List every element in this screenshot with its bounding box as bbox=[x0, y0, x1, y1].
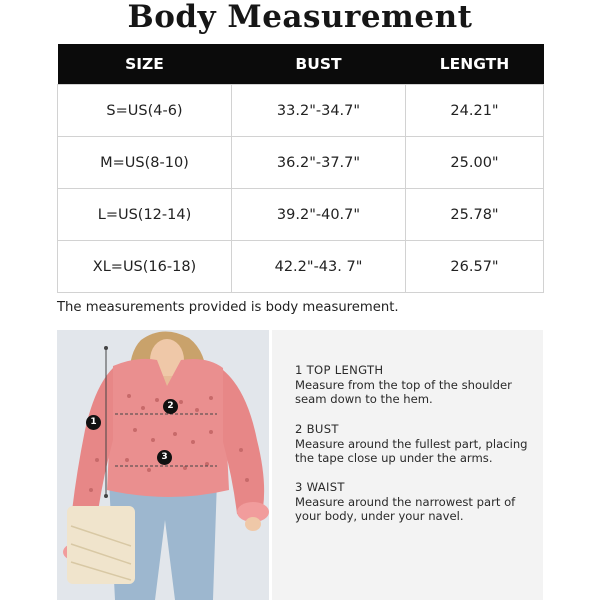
model-illustration bbox=[57, 330, 269, 600]
guide-description: Measure around the narrowest part of your body, under your navel. bbox=[295, 494, 516, 523]
header-bust: BUST bbox=[232, 44, 406, 85]
cell-size: S=US(4-6) bbox=[58, 85, 232, 137]
guide-description: Measure from the top of the shoulder seam down to the hem. bbox=[295, 377, 512, 406]
table-row bbox=[58, 241, 544, 293]
guide-heading: 3 WAIST bbox=[295, 480, 345, 494]
cell-length: 25.00" bbox=[406, 137, 544, 189]
cell-length: 26.57" bbox=[406, 241, 544, 293]
page-title: Body Measurement bbox=[127, 0, 473, 35]
table-row bbox=[58, 189, 544, 241]
model-photo bbox=[57, 330, 269, 600]
measurement-note: The measurements provided is body measurement. bbox=[57, 300, 399, 315]
cell-length: 25.78" bbox=[406, 189, 544, 241]
guide-heading: 2 BUST bbox=[295, 422, 339, 436]
guide-description: Measure around the fullest part, placing the tape close up under the arms. bbox=[295, 436, 528, 465]
cell-bust: 36.2"-37.7" bbox=[232, 137, 406, 189]
cell-bust: 39.2"-40.7" bbox=[232, 189, 406, 241]
cell-bust: 42.2"-43. 7" bbox=[232, 241, 406, 293]
cell-length: 24.21" bbox=[406, 85, 544, 137]
table-row bbox=[58, 137, 544, 189]
marker-1: 1 bbox=[86, 415, 101, 430]
marker-2: 2 bbox=[163, 399, 178, 414]
table-row bbox=[58, 85, 544, 137]
cell-size: L=US(12-14) bbox=[58, 189, 232, 241]
cell-size: XL=US(16-18) bbox=[58, 241, 232, 293]
guide-bust bbox=[295, 422, 535, 466]
measurement-guide bbox=[272, 330, 543, 600]
table-header-row bbox=[58, 44, 544, 85]
marker-3: 3 bbox=[157, 450, 172, 465]
guide-top-length bbox=[295, 363, 535, 407]
guide-waist bbox=[295, 480, 535, 524]
cell-bust: 33.2"-34.7" bbox=[232, 85, 406, 137]
guide-heading: 1 TOP LENGTH bbox=[295, 363, 384, 377]
header-size: SIZE bbox=[58, 44, 232, 85]
header-length: LENGTH bbox=[406, 44, 544, 85]
size-table bbox=[57, 44, 544, 293]
cell-size: M=US(8-10) bbox=[58, 137, 232, 189]
